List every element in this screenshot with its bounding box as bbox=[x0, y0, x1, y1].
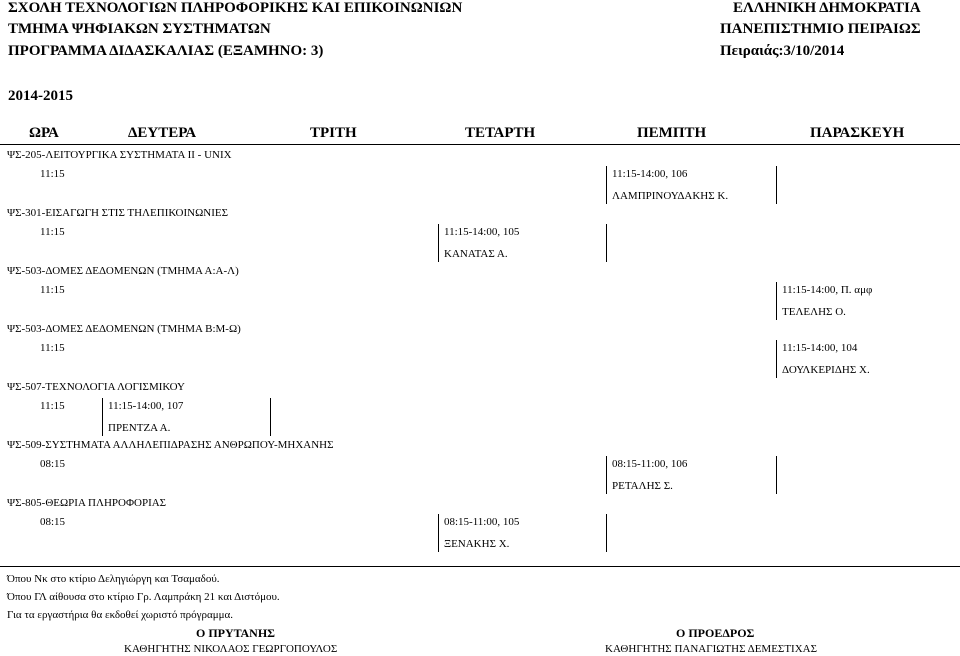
rector-title: Ο ΠΡΥΤΑΝΗΣ bbox=[196, 626, 276, 640]
course-title: ΨΣ-503-ΔΟΜΕΣ ΔΕΔΟΜΕΝΩΝ (ΤΜΗΜΑ Α:Α-Λ) bbox=[7, 265, 239, 277]
course-time: 08:15 bbox=[40, 516, 66, 528]
day-header-row bbox=[0, 122, 960, 145]
col-thursday: ΠΕΜΠΤΗ bbox=[637, 125, 707, 141]
cell-border bbox=[606, 166, 607, 204]
col-wednesday: ΤΕΤΑΡΤΗ bbox=[465, 125, 536, 141]
course-title: ΨΣ-507-ΤΕΧΝΟΛΟΓΙΑ ΛΟΓΙΣΜΙΚΟΥ bbox=[7, 381, 185, 393]
course-title: ΨΣ-301-ΕΙΣΑΓΩΓΗ ΣΤΙΣ ΤΗΛΕΠΙΚΟΙΝΩΝΙΕΣ bbox=[7, 207, 229, 219]
cell-border bbox=[438, 514, 439, 552]
cell-border bbox=[606, 456, 607, 494]
course-title: ΨΣ-805-ΘΕΩΡΙΑ ΠΛΗΡΟΦΟΡΙΑΣ bbox=[7, 497, 167, 509]
course-title: ΨΣ-509-ΣΥΣΤΗΜΑΤΑ ΑΛΛΗΛΕΠΙΔΡΑΣΗΣ ΑΝΘΡΩΠΟΥ-ΜΗΧΑΝΗΣ bbox=[7, 439, 334, 451]
note-line: Όπου Νκ στο κτίριο Δεληγιώργη και Τσαμαδού. bbox=[7, 573, 220, 585]
cell-border bbox=[438, 224, 439, 262]
course-row bbox=[0, 494, 960, 552]
program-title: ΠΡΟΓΡΑΜΜΑ ΔΙΔΑΣΚΑΛΙΑΣ (ΕΞΑΜΗΝΟ: 3) bbox=[8, 43, 324, 59]
course-instructor: ΚΑΝΑΤΑΣ Α. bbox=[444, 248, 508, 260]
chair-title: Ο ΠΡΟΕΔΡΟΣ bbox=[676, 626, 755, 640]
col-friday: ΠΑΡΑΣΚΕΥΗ bbox=[810, 125, 905, 141]
course-slot: 11:15-14:00, 106 bbox=[612, 168, 688, 180]
course-slot: 08:15-11:00, 106 bbox=[612, 458, 688, 470]
cell-border bbox=[606, 514, 607, 552]
course-title: ΨΣ-205-ΛΕΙΤΟΥΡΓΙΚΑ ΣΥΣΤΗΜΑΤΑ ΙΙ - UNIX bbox=[7, 149, 232, 161]
cell-border bbox=[776, 166, 777, 204]
cell-border bbox=[776, 282, 777, 320]
cell-border bbox=[606, 224, 607, 262]
course-time: 11:15 bbox=[40, 284, 65, 296]
chair-name: ΚΑΘΗΓΗΤΗΣ ΠΑΝΑΓΙΩΤΗΣ ΔΕΜΕΣΤΙΧΑΣ bbox=[605, 643, 817, 655]
course-row bbox=[0, 262, 960, 320]
course-slot: 11:15-14:00, Π. αμφ bbox=[782, 284, 873, 296]
course-slot: 11:15-14:00, 107 bbox=[108, 400, 184, 412]
course-title: ΨΣ-503-ΔΟΜΕΣ ΔΕΔΟΜΕΝΩΝ (ΤΜΗΜΑ Β:Μ-Ω) bbox=[7, 323, 241, 335]
table-bottom-rule bbox=[0, 566, 960, 567]
course-instructor: ΠΡΕΝΤΖΑ Α. bbox=[108, 422, 171, 434]
col-tuesday: ΤΡΙΤΗ bbox=[310, 125, 357, 141]
course-time: 11:15 bbox=[40, 226, 65, 238]
course-instructor: ΡΕΤΑΛΗΣ Σ. bbox=[612, 480, 673, 492]
note-line: Για τα εργαστήρια θα εκδοθεί χωριστό πρόγραμμα. bbox=[7, 609, 234, 621]
country-name: ΕΛΛΗΝΙΚΗ ΔΗΜΟΚΡΑΤΙΑ bbox=[733, 0, 921, 16]
course-time: 11:15 bbox=[40, 168, 65, 180]
department-name: ΤΜΗΜΑ ΨΗΦΙΑΚΩΝ ΣΥΣΤΗΜΑΤΩΝ bbox=[8, 21, 271, 37]
course-time: 11:15 bbox=[40, 400, 65, 412]
course-instructor: ΞΕΝΑΚΗΣ Χ. bbox=[444, 538, 510, 550]
cell-border bbox=[102, 398, 103, 436]
course-row bbox=[0, 204, 960, 262]
academic-year: 2014-2015 bbox=[8, 88, 73, 104]
school-name: ΣΧΟΛΗ ΤΕΧΝΟΛΟΓΙΩΝ ΠΛΗΡΟΦΟΡΙΚΗΣ ΚΑΙ ΕΠΙΚΟΙΝΩΝΙΩΝ bbox=[8, 0, 463, 16]
course-instructor: ΤΕΛΕΛΗΣ Ο. bbox=[782, 306, 846, 318]
course-slot: 11:15-14:00, 104 bbox=[782, 342, 858, 354]
course-row bbox=[0, 146, 960, 204]
course-instructor: ΛΑΜΠΡΙΝΟΥΔΑΚΗΣ Κ. bbox=[612, 190, 729, 202]
rector-name: ΚΑΘΗΓΗΤΗΣ ΝΙΚΟΛΑΟΣ ΓΕΩΡΓΟΠΟΥΛΟΣ bbox=[124, 643, 338, 655]
course-time: 11:15 bbox=[40, 342, 65, 354]
cell-border bbox=[270, 398, 271, 436]
col-monday: ΔΕΥΤΕΡΑ bbox=[128, 125, 197, 141]
course-slot: 11:15-14:00, 105 bbox=[444, 226, 520, 238]
note-line: Όπου ΓΛ αίθουσα στο κτίριο Γρ. Λαμπράκη 21 και Διστόμου. bbox=[7, 591, 280, 603]
cell-border bbox=[776, 340, 777, 378]
course-row bbox=[0, 436, 960, 494]
course-slot: 08:15-11:00, 105 bbox=[444, 516, 520, 528]
course-row bbox=[0, 378, 960, 436]
course-instructor: ΔΟΥΛΚΕΡΙΔΗΣ Χ. bbox=[782, 364, 870, 376]
university-name: ΠΑΝΕΠΙΣΤΗΜΙΟ ΠΕΙΡΑΙΩΣ bbox=[720, 21, 921, 37]
cell-border bbox=[776, 456, 777, 494]
issue-date: Πειραιάς:3/10/2014 bbox=[720, 43, 845, 59]
course-row bbox=[0, 320, 960, 378]
col-time: ΩΡΑ bbox=[29, 125, 59, 141]
course-time: 08:15 bbox=[40, 458, 66, 470]
